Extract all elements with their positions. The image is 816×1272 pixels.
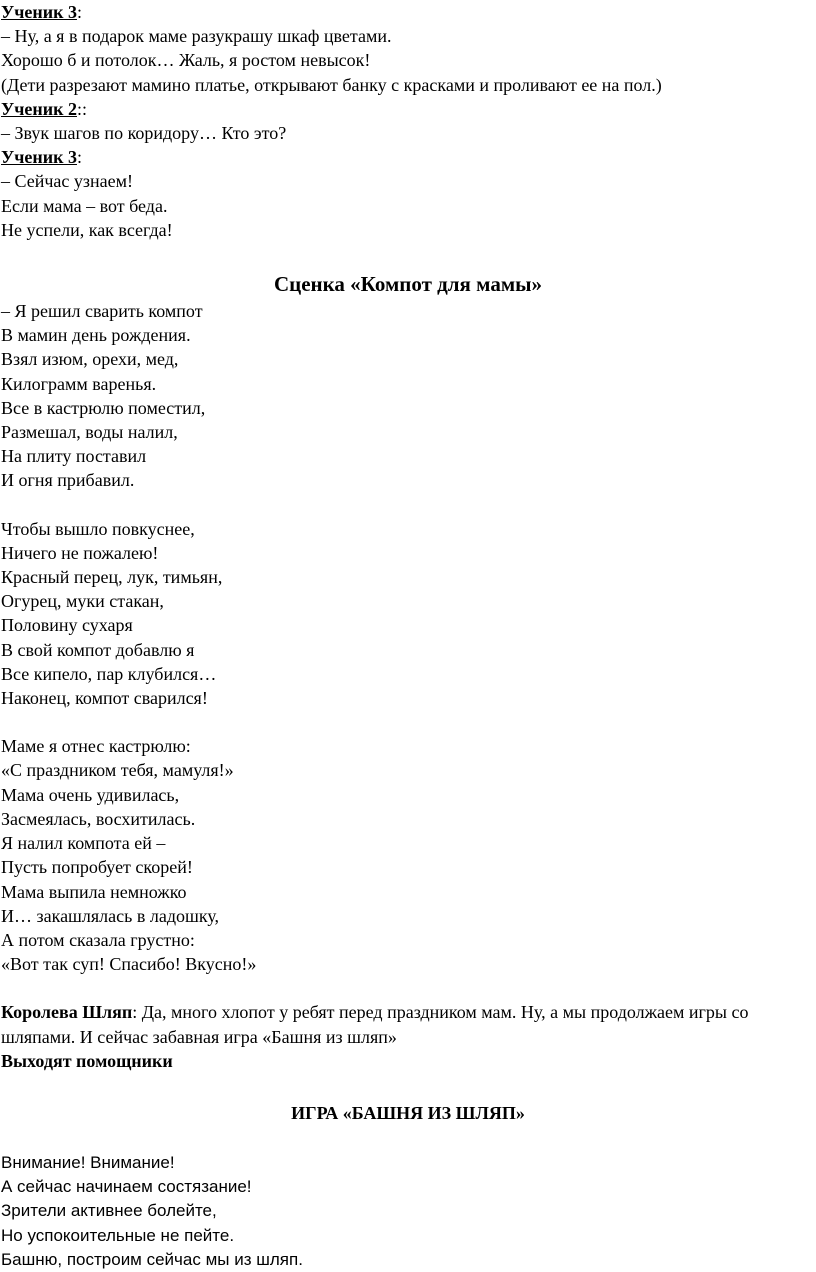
dialogue-section bbox=[0, 0, 816, 242]
queen-speech: : Да, много хлопот у ребят перед праздником мам. Ну, а мы продолжаем игры со шляпами. И сейчас забавная игра «Башня из шляп» bbox=[1, 1002, 749, 1047]
poem-line: И… закашлялась в ладошку, bbox=[1, 905, 220, 926]
queen-paragraph bbox=[0, 1000, 813, 1048]
stage-direction: Выходят помощники bbox=[1, 1050, 173, 1071]
stage-direction: (Дети разрезают мамино платье, открывают банку с красками и проливают ее на пол.) bbox=[1, 74, 662, 95]
poem-line: Размешал, воды налил, bbox=[1, 422, 178, 443]
poem-line: «Вот так суп! Спасибо! Вкусно!» bbox=[1, 954, 257, 975]
spacer bbox=[0, 1125, 816, 1151]
speaker-name: Ученик 2 bbox=[1, 98, 77, 119]
poem-line: Все в кастрюлю поместил, bbox=[1, 397, 206, 418]
dialogue-line: Не успели, как всегда! bbox=[1, 219, 173, 240]
poem-line: А потом сказала грустно: bbox=[1, 929, 195, 950]
spacer bbox=[0, 1073, 816, 1101]
poem-stanza-1 bbox=[0, 299, 816, 493]
dialogue-line: – Звук шагов по коридору… Кто это? bbox=[1, 123, 287, 144]
poem-line: Мама очень удивилась, bbox=[1, 784, 180, 805]
poem-stanza-2 bbox=[0, 517, 816, 711]
poem-line: Наконец, компот сварился! bbox=[1, 688, 208, 709]
verse-line: Внимание! Внимание! bbox=[1, 1152, 175, 1172]
dialogue-line bbox=[0, 97, 816, 121]
poem-line: Все кипело, пар клубился… bbox=[1, 663, 217, 684]
speaker-name: Королева Шляп bbox=[1, 1002, 133, 1023]
spacer bbox=[0, 710, 816, 734]
poem-line: Засмеялась, восхитилась. bbox=[1, 808, 196, 829]
verse-line: Но успокоительные не пейте. bbox=[1, 1225, 235, 1245]
poem-line: – Я решил сварить компот bbox=[1, 301, 203, 322]
poem-line: «С праздником тебя, мамуля!» bbox=[1, 760, 234, 781]
dialogue-line: – Сейчас узнаем! bbox=[1, 171, 133, 192]
scene-title: Сценка «Компот для мамы» bbox=[273, 272, 543, 297]
poem-line: Чтобы вышло повкуснее, bbox=[1, 518, 195, 539]
poem-line: На плиту поставил bbox=[1, 446, 147, 467]
verse-line: А сейчас начинаем состязание! bbox=[1, 1177, 252, 1197]
poem-line: Килограмм варенья. bbox=[1, 373, 157, 394]
speaker-colon: : bbox=[76, 147, 82, 168]
dialogue-line bbox=[0, 145, 816, 169]
poem-line: В свой компот добавлю я bbox=[1, 639, 195, 660]
speaker-name: Ученик 3 bbox=[1, 147, 77, 168]
poem-line: Я налил компота ей – bbox=[1, 833, 166, 854]
dialogue-line: Хорошо б и потолок… Жаль, я ростом невысок! bbox=[1, 50, 371, 71]
poem-line: Маме я отнес кастрюлю: bbox=[1, 736, 191, 757]
dialogue-line bbox=[0, 0, 816, 24]
verse-line: Зрители активнее болейте, bbox=[1, 1201, 217, 1221]
poem-line: Красный перец, лук, тимьян, bbox=[1, 567, 223, 588]
verse-line: Башню, построим сейчас мы из шляп. bbox=[1, 1249, 303, 1269]
spacer bbox=[0, 493, 816, 517]
poem-line: Половину сухаря bbox=[1, 615, 133, 636]
speaker-colon: : bbox=[76, 2, 82, 22]
dialogue-line: – Ну, а я в подарок маме разукрашу шкаф цветами. bbox=[1, 26, 392, 47]
speaker-colon: :: bbox=[76, 98, 87, 119]
poem-line: Мама выпила немножко bbox=[1, 881, 187, 902]
game-title: ИГРА «БАШНЯ ИЗ ШЛЯП» bbox=[291, 1102, 525, 1123]
spacer bbox=[0, 976, 816, 1000]
poem-line: Взял изюм, орехи, мед, bbox=[1, 349, 179, 370]
dialogue-line: Если мама – вот беда. bbox=[1, 195, 168, 216]
spacer bbox=[0, 242, 816, 271]
poem-line: Ничего не пожалею! bbox=[1, 542, 159, 563]
poem-stanza-3 bbox=[0, 734, 816, 976]
poem-line: В мамин день рождения. bbox=[1, 325, 191, 346]
poem-line: Огурец, муки стакан, bbox=[1, 591, 164, 612]
speaker-name: Ученик 3 bbox=[1, 2, 77, 22]
poem-line: И огня прибавил. bbox=[1, 470, 135, 491]
game-verse bbox=[0, 1151, 816, 1272]
poem-line: Пусть попробует скорей! bbox=[1, 857, 193, 878]
